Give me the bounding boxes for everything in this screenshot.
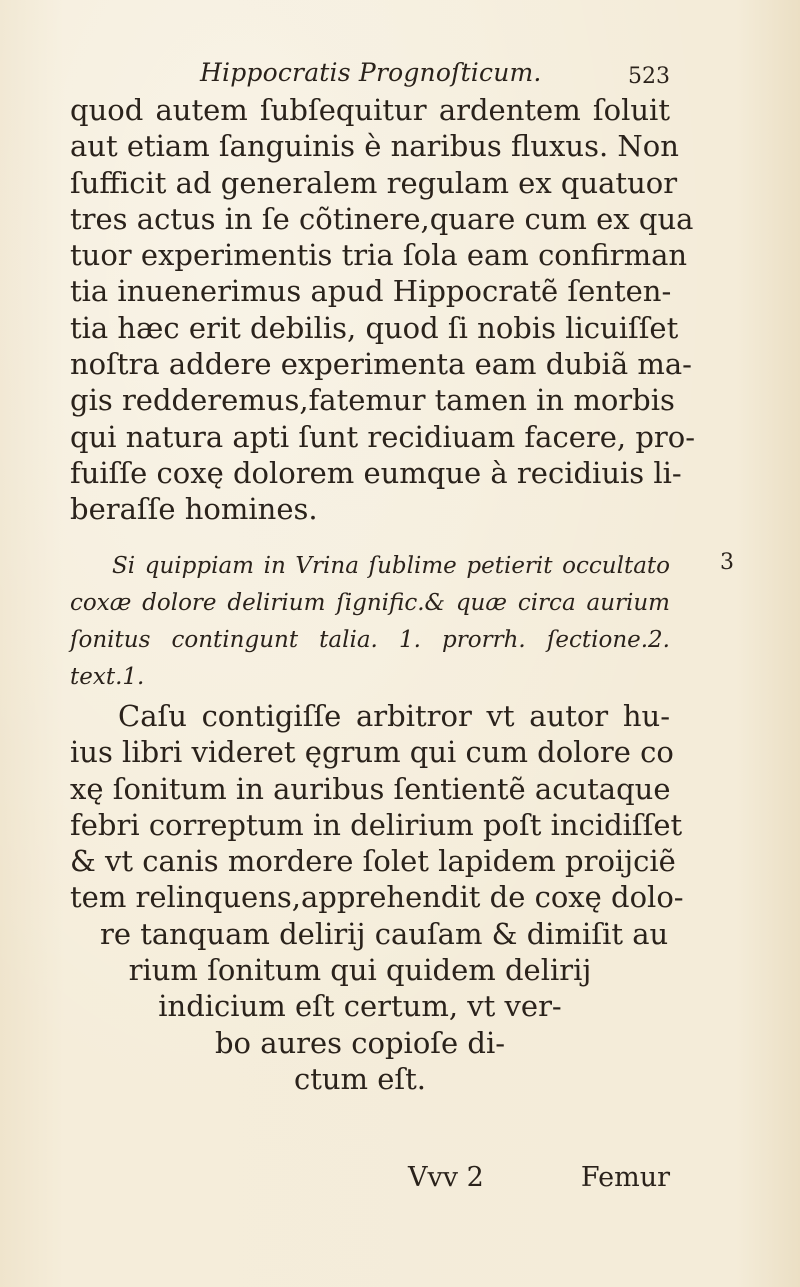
text-line: Caſu contigiſſe arbitror vt autor hu- [118,699,670,733]
text-line: tres actus in ſe cõtinere,quare cum ex qua [70,201,694,236]
text-line: fuiſſe coxę dolorem eumque à recidiuis li- [70,455,682,490]
text-line: & vt canis mordere ſolet lapidem proijciẽ [70,844,676,879]
text-line: tem relinquens,apprehendit de coxę dolo- [70,880,684,915]
text-line: aut etiam ſanguinis è naribus fluxus. Non [70,129,679,164]
margin-mark: 3 [720,550,734,575]
commentary-paragraph [70,698,684,1097]
page-footer [380,1162,670,1202]
text-line: qui natura apti ſunt recidiuam facere, pro- [70,419,696,454]
text-line: tia inuenerimus apud Hippocratẽ ſenten- [70,274,672,309]
running-title: Hippocratis Prognoſticum. [200,58,542,87]
citation-line: text.1. [70,664,145,690]
text-line: rium ſonitum qui quidem delirij [128,953,592,988]
citation-line: coxæ dolore delirium ſignific.& quæ circa aurium [70,590,670,616]
text-line: ctum eſt. [293,1061,427,1096]
text-line: ius libri videret ęgrum qui cum dolore co [70,735,674,770]
text-line: quod autem ſubſequitur ardentem ſoluit [70,93,670,127]
citation [70,548,670,696]
citation-line: ſonitus contingunt talia. 1. prorrh. ſectione.2. [70,627,670,653]
citation-line: Si quippiam in Vrina ſublime petierit occultato [112,553,670,579]
text-line: indicium eſt certum, vt ver- [158,989,562,1024]
page-number: 523 [628,64,670,89]
text-line: beraſſe homines. [70,492,318,527]
text-line: xę ſonitum in auribus ſentientẽ acutaque [70,771,671,806]
text-line: gis redderemus,fatemur tamen in morbis [70,383,675,418]
text-line: tia hæc erit debilis, quod ſi nobis licuiſſet [70,310,679,345]
catchword: Femur [580,1162,670,1193]
body-text [70,92,696,528]
text-line: re tanquam delirij cauſam & dimiſit au [100,916,669,951]
text-line: bo aures copioſe di- [214,1025,506,1060]
signature-mark: Vvv 2 [408,1162,484,1193]
text-line: noſtra addere experimenta eam dubiã ma- [70,347,692,382]
text-line: tuor experimentis tria ſola eam confirman [70,238,688,273]
text-line: ſufficit ad generalem regulam ex quatuor [70,165,678,200]
text-line: febri correptum in delirium poſt incidiſſet [70,807,683,842]
